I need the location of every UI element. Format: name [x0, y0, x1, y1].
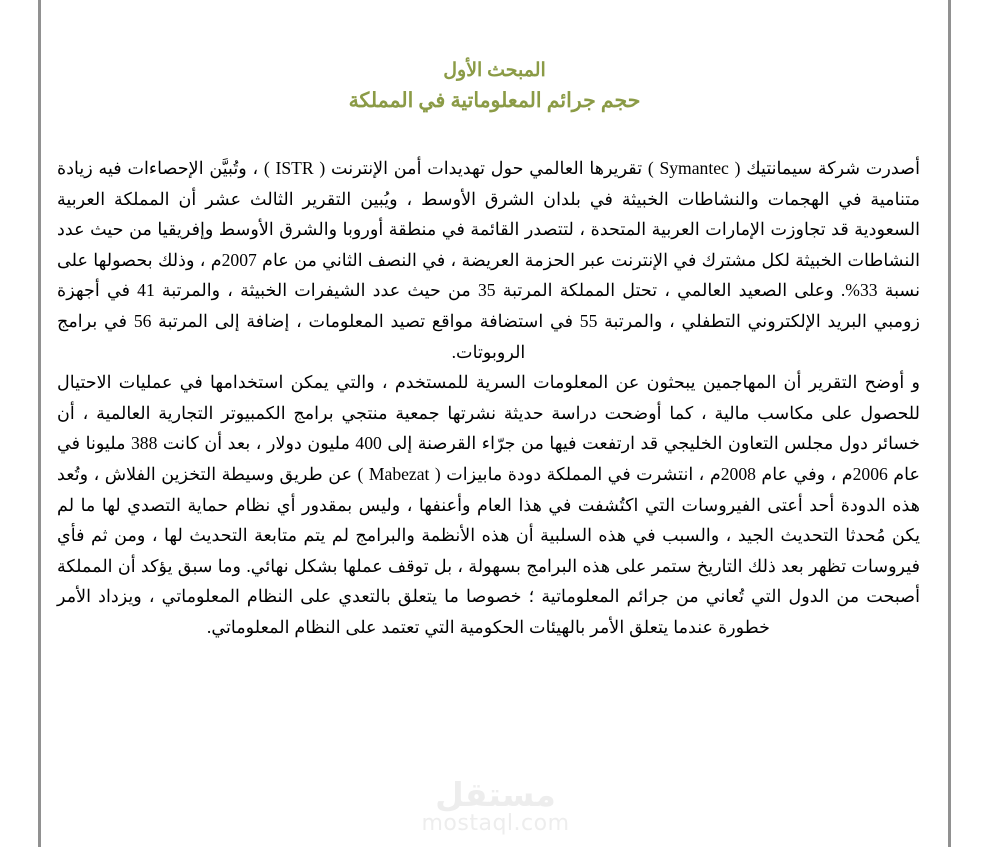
right-margin-rule: [948, 0, 951, 847]
watermark-latin-text: mostaql.com: [421, 811, 570, 836]
document-body: [53, 153, 936, 643]
heading-line-secondary: حجم جرائم المعلوماتية في المملكة: [348, 90, 641, 112]
watermark-arabic-text: مستقل: [435, 775, 556, 814]
document-content: [41, 0, 948, 847]
heading-line-primary: المبحث الأول: [443, 60, 546, 81]
document-heading: [53, 55, 936, 117]
body-paragraph-2: و أوضح التقرير أن المهاجمين يبحثون عن المعلومات السرية للمستخدم ، والتي يمكن استخدامها في عمليات الاحتيال للحصول على مكاسب مالية ، كما أوضحت دراسة حديثة نشرتها جمعية منتجي برامج الكمبيوتر التجارية العالمية ، أن خسائر دول مجلس التعاون الخليجي قد ارتفعت فيها من جرّاء القرصنة إلى 400 مليون دولار ، بعد أن كانت 388 مليونا في عام 2006م ، وفي عام 2008م ، انتشرت في المملكة دودة مابيزات ( Mabezat ) عن طريق وسيطة التخزين الفلاش ، وتُعد هذه الدودة أحد أعتى الفيروسات التي اكتُشفت في هذا العام وأعنفها ، وليس بمقدور أي نظام حماية التصدي لها ما لم يكن مُحدثا التحديث الجيد ، والسبب في هذه السلبية أن هذه الأنظمة والبرامج لم يتم متابعة التحديث لها ، ومن ثم فأي فيروسات تظهر بعد ذلك التاريخ ستمر على هذه البرامج بسهولة ، بل توقف عملها بشكل نهائي. وما سبق يؤكد أن المملكة أصبحت من الدول التي تُعاني من جرائم المعلوماتية ؛ خصوصا ما يتعلق بالتعدي على النظام المعلوماتي ، ويزداد الأمر خطورة عندما يتعلق الأمر بالهيئات الحكومية التي تعتمد على النظام المعلوماتي.: [57, 372, 921, 637]
body-paragraph-1: أصدرت شركة سيمانتيك ( Symantec ) تقريرها العالمي حول تهديدات أمن الإنترنت ( ISTR ) ، وتُبيَّن الإحصاءات فيه زيادة متنامية في الهجمات والنشاطات الخبيثة في بلدان الشرق الأوسط ، ويُبين التقرير الثالث عشر أن المملكة العربية السعودية قد تجاوزت الإمارات العربية المتحدة ، لتتصدر القائمة في منطقة أوروبا والشرق الأوسط وإفريقيا من حيث عدد النشاطات الخبيثة لكل مشترك في الإنترنت عبر الحزمة العريضة ، في النصف الثاني من عام 2007م ، وذلك بحصولها على نسبة 33%. وعلى الصعيد العالمي ، تحتل المملكة المرتبة 35 من حيث عدد الشيفرات الخبيثة ، والمرتبة 41 في أجهزة زومبي البريد الإلكتروني التطفلي ، والمرتبة 55 في استضافة مواقع تصيد المعلومات ، إضافة إلى المرتبة 56 في برامج الروبوتات.: [57, 158, 921, 362]
